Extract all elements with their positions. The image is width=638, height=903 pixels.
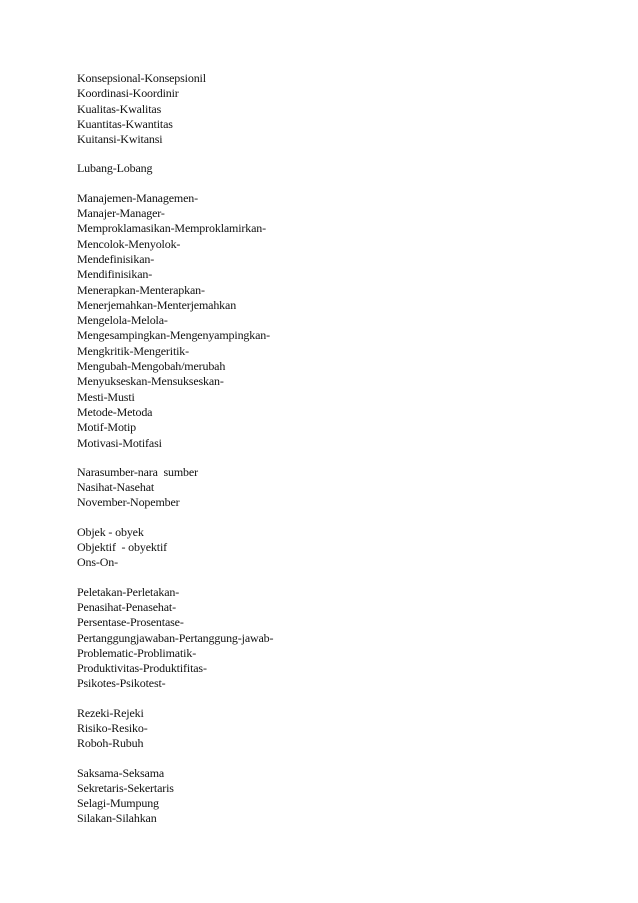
word-pair-line: Saksama-Seksama [77, 765, 165, 780]
word-pair-line: Narasumber-nara sumber [77, 464, 198, 479]
word-pair-line: Selagi-Mumpung [77, 796, 159, 811]
word-pair-line: Mendifinisikan- [77, 267, 153, 282]
word-pair-line: Penasihat-Penasehat- [77, 599, 176, 614]
word-pair-line: Metode-Metoda [77, 404, 153, 419]
word-pair-line: Koordinasi-Koordinir [77, 86, 179, 101]
word-pair-line: Memproklamasikan-Memproklamirkan- [77, 221, 266, 236]
word-pair-line: Pertanggungjawaban-Pertanggung-jawab- [77, 630, 274, 645]
word-pair-line: Ons-On- [77, 555, 118, 570]
word-group [77, 766, 597, 827]
word-group [77, 525, 597, 571]
word-pair-line: Mengesampingkan-Mengenyampingkan- [77, 328, 270, 343]
word-pair-line: Motivasi-Motifasi [77, 435, 162, 450]
word-group [77, 465, 597, 511]
word-pair-line: Persentase-Prosentase- [77, 615, 184, 630]
word-pair-line: Kuantitas-Kwantitas [77, 116, 173, 131]
word-pair-line: Nasihat-Nasehat [77, 480, 155, 495]
word-pair-line: Lubang-Lobang [77, 161, 153, 176]
word-pair-line: Menerapkan-Menterapkan- [77, 282, 205, 297]
word-group [77, 706, 597, 752]
word-pair-line: Kuitansi-Kwitansi [77, 132, 163, 147]
word-pair-line: Menyukseskan-Mensukseskan- [77, 374, 224, 389]
word-pair-line: Manajemen-Managemen- [77, 190, 198, 205]
word-pair-line: Manajer-Manager- [77, 206, 165, 221]
word-pair-line: Objek - obyek [77, 524, 144, 539]
word-pair-line: Peletakan-Perletakan- [77, 584, 180, 599]
word-pair-line: Objektif - obyektif [77, 540, 167, 555]
word-group [77, 71, 597, 147]
word-pair-line: Silakan-Silahkan [77, 811, 157, 826]
word-pair-line: Psikotes-Psikotest- [77, 676, 166, 691]
word-group [77, 191, 597, 451]
word-pair-line: Mengkritik-Mengeritik- [77, 343, 190, 358]
word-pair-line: Roboh-Rubuh [77, 736, 144, 751]
word-group [77, 161, 597, 176]
word-pair-line: Risiko-Resiko- [77, 720, 148, 735]
word-pair-line: Produktivitas-Produktifitas- [77, 661, 207, 676]
word-pair-line: Mencolok-Menyolok- [77, 236, 181, 251]
word-pair-line: Rezeki-Rejeki [77, 705, 144, 720]
word-list [77, 71, 597, 841]
word-pair-line: Sekretaris-Sekertaris [77, 780, 174, 795]
word-group [77, 585, 597, 692]
word-pair-line: Mendefinisikan- [77, 251, 155, 266]
word-pair-line: Mengelola-Melola- [77, 313, 168, 328]
word-pair-line: November-Nopember [77, 495, 180, 510]
word-pair-line: Mengubah-Mengobah/merubah [77, 359, 226, 374]
word-pair-line: Mesti-Musti [77, 389, 135, 404]
word-pair-line: Problematic-Problimatik- [77, 645, 197, 660]
word-pair-line: Konsepsional-Konsepsionil [77, 71, 206, 85]
word-pair-line: Kualitas-Kwalitas [77, 101, 162, 116]
word-pair-line: Motif-Motip [77, 420, 137, 435]
word-pair-line: Menerjemahkan-Menterjemahkan [77, 297, 237, 312]
